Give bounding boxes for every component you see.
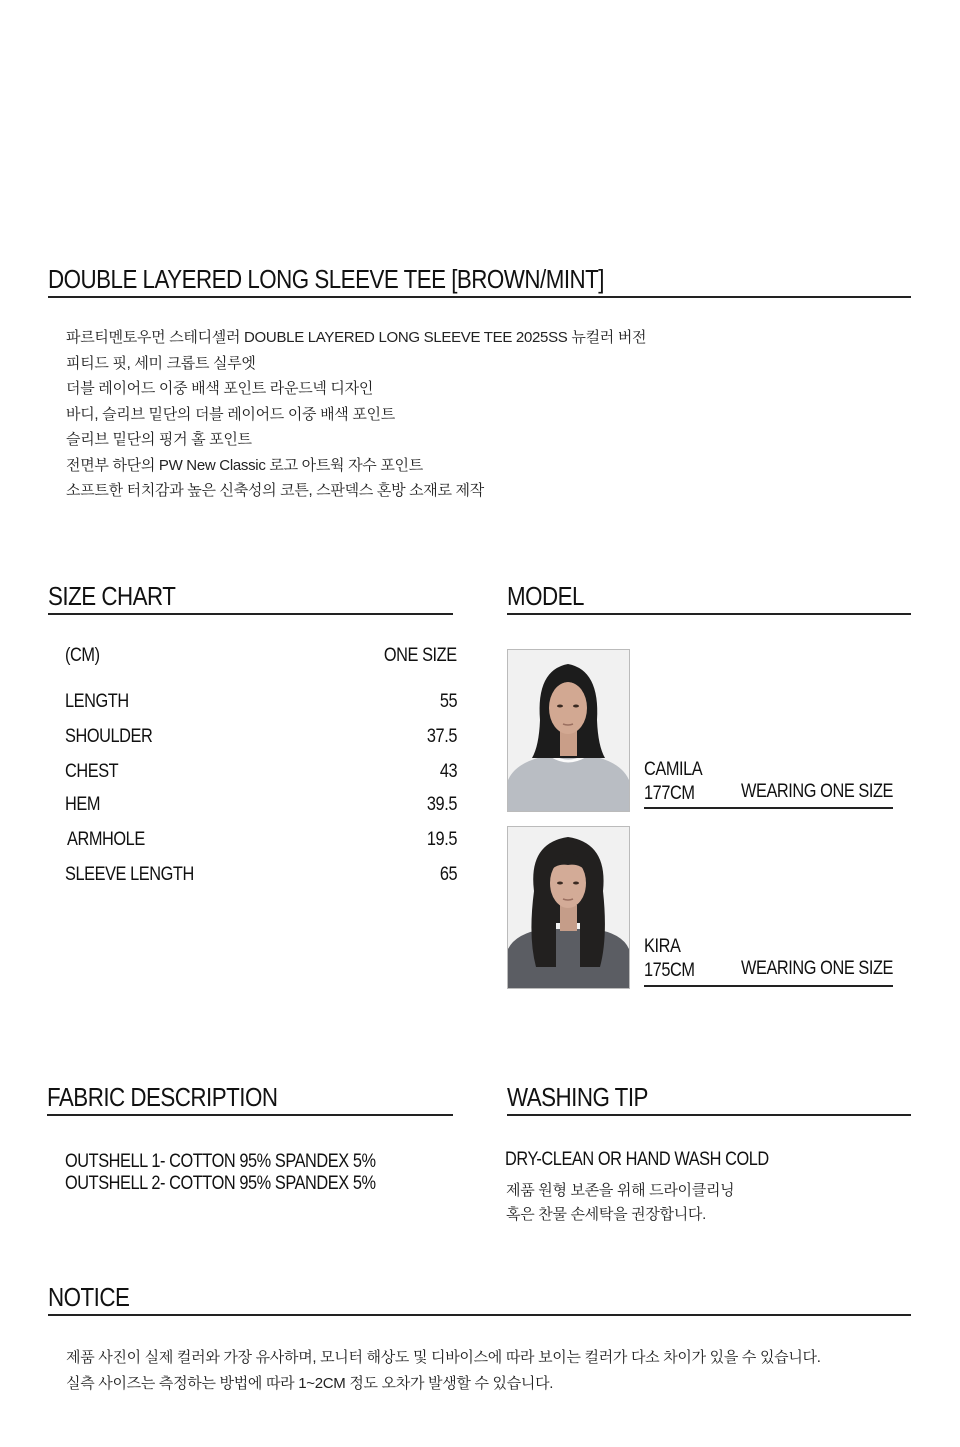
washing-divider: [507, 1114, 911, 1116]
size-chart-unit: (CM): [65, 645, 100, 666]
notice-divider: [48, 1314, 911, 1316]
fabric-heading: FABRIC DESCRIPTION: [47, 1082, 278, 1112]
title-divider: [48, 296, 911, 298]
model-divider-camila: [644, 807, 893, 809]
washing-line: 혹은 찬물 손세탁을 권장합니다.: [506, 1206, 706, 1223]
washing-heading: WASHING TIP: [507, 1082, 648, 1112]
table-row: [65, 829, 457, 853]
description-line: 피티드 핏, 세미 크롭트 실루엣: [66, 354, 256, 372]
description-line: 더블 레이어드 이중 배색 포인트 라운드넥 디자인: [66, 380, 374, 397]
measure-label: SHOULDER: [65, 726, 153, 747]
table-row: [65, 761, 457, 785]
description-line: 소프트한 터치감과 높은 신축성의 코튼, 스판덱스 혼방 소재로 제작: [66, 482, 484, 499]
product-description: [66, 325, 646, 504]
notice-heading: NOTICE: [48, 1282, 130, 1312]
model-photo-kira: [507, 826, 630, 989]
model-divider-kira: [644, 985, 893, 987]
description-line: 전면부 하단의 PW New Classic 로고 아트웍 자수 포인트: [66, 456, 423, 474]
size-chart-divider: [48, 613, 453, 615]
model-heading: MODEL: [507, 581, 584, 611]
model-wearing: WEARING ONE SIZE: [741, 958, 894, 979]
size-chart-header-row: [65, 645, 457, 669]
description-line: 바디, 슬리브 밑단의 더블 레이어드 이중 배색 포인트: [66, 405, 395, 423]
measure-label: ARMHOLE: [67, 829, 145, 850]
table-row: [65, 726, 457, 750]
measure-value: 39.5: [426, 794, 457, 815]
model-height: 175CM: [644, 960, 695, 981]
notice-line: 제품 사진이 실제 컬러와 가장 유사하며, 모니터 해상도 및 디바이스에 따라 보이는 컬러가 다소 차이가 있을 수 있습니다.: [66, 1349, 821, 1366]
table-row: [65, 864, 457, 888]
fabric-line: OUTSHELL 1- COTTON 95% SPANDEX 5%: [65, 1151, 376, 1172]
measure-value: 37.5: [426, 726, 457, 747]
model-name: KIRA: [644, 936, 681, 957]
fabric-divider: [47, 1114, 453, 1116]
description-line: 슬리브 밑단의 핑거 홀 포인트: [66, 431, 252, 448]
measure-label: CHEST: [65, 761, 119, 782]
table-row: [65, 691, 457, 715]
model-height: 177CM: [644, 783, 695, 804]
model-name: CAMILA: [644, 759, 703, 780]
model-photo-camila: [507, 649, 630, 812]
washing-line: 제품 원형 보존을 위해 드라이클리닝: [506, 1182, 735, 1199]
measure-label: HEM: [65, 794, 101, 815]
product-title: DOUBLE LAYERED LONG SLEEVE TEE [BROWN/MINT]: [48, 264, 605, 294]
description-line: 파르티멘토우먼 스테디셀러 DOUBLE LAYERED LONG SLEEVE TEE 2025SS 뉴컬러 버전: [66, 329, 647, 346]
measure-label: SLEEVE LENGTH: [65, 864, 194, 885]
fabric-line: OUTSHELL 2- COTTON 95% SPANDEX 5%: [65, 1173, 376, 1194]
model-wearing: WEARING ONE SIZE: [741, 781, 894, 802]
measure-value: 19.5: [426, 829, 457, 850]
measure-value: 55: [439, 691, 457, 712]
size-chart-heading: SIZE CHART: [48, 581, 176, 611]
measure-label: LENGTH: [65, 691, 129, 712]
measure-value: 43: [439, 761, 457, 782]
measure-value: 65: [439, 864, 457, 885]
table-row: [65, 794, 457, 818]
washing-main: DRY-CLEAN OR HAND WASH COLD: [505, 1149, 769, 1170]
size-chart-column: ONE SIZE: [384, 645, 457, 666]
model-divider: [507, 613, 911, 615]
notice-line: 실측 사이즈는 측정하는 방법에 따라 1~2CM 정도 오차가 발생할 수 있습니다.: [66, 1375, 554, 1392]
